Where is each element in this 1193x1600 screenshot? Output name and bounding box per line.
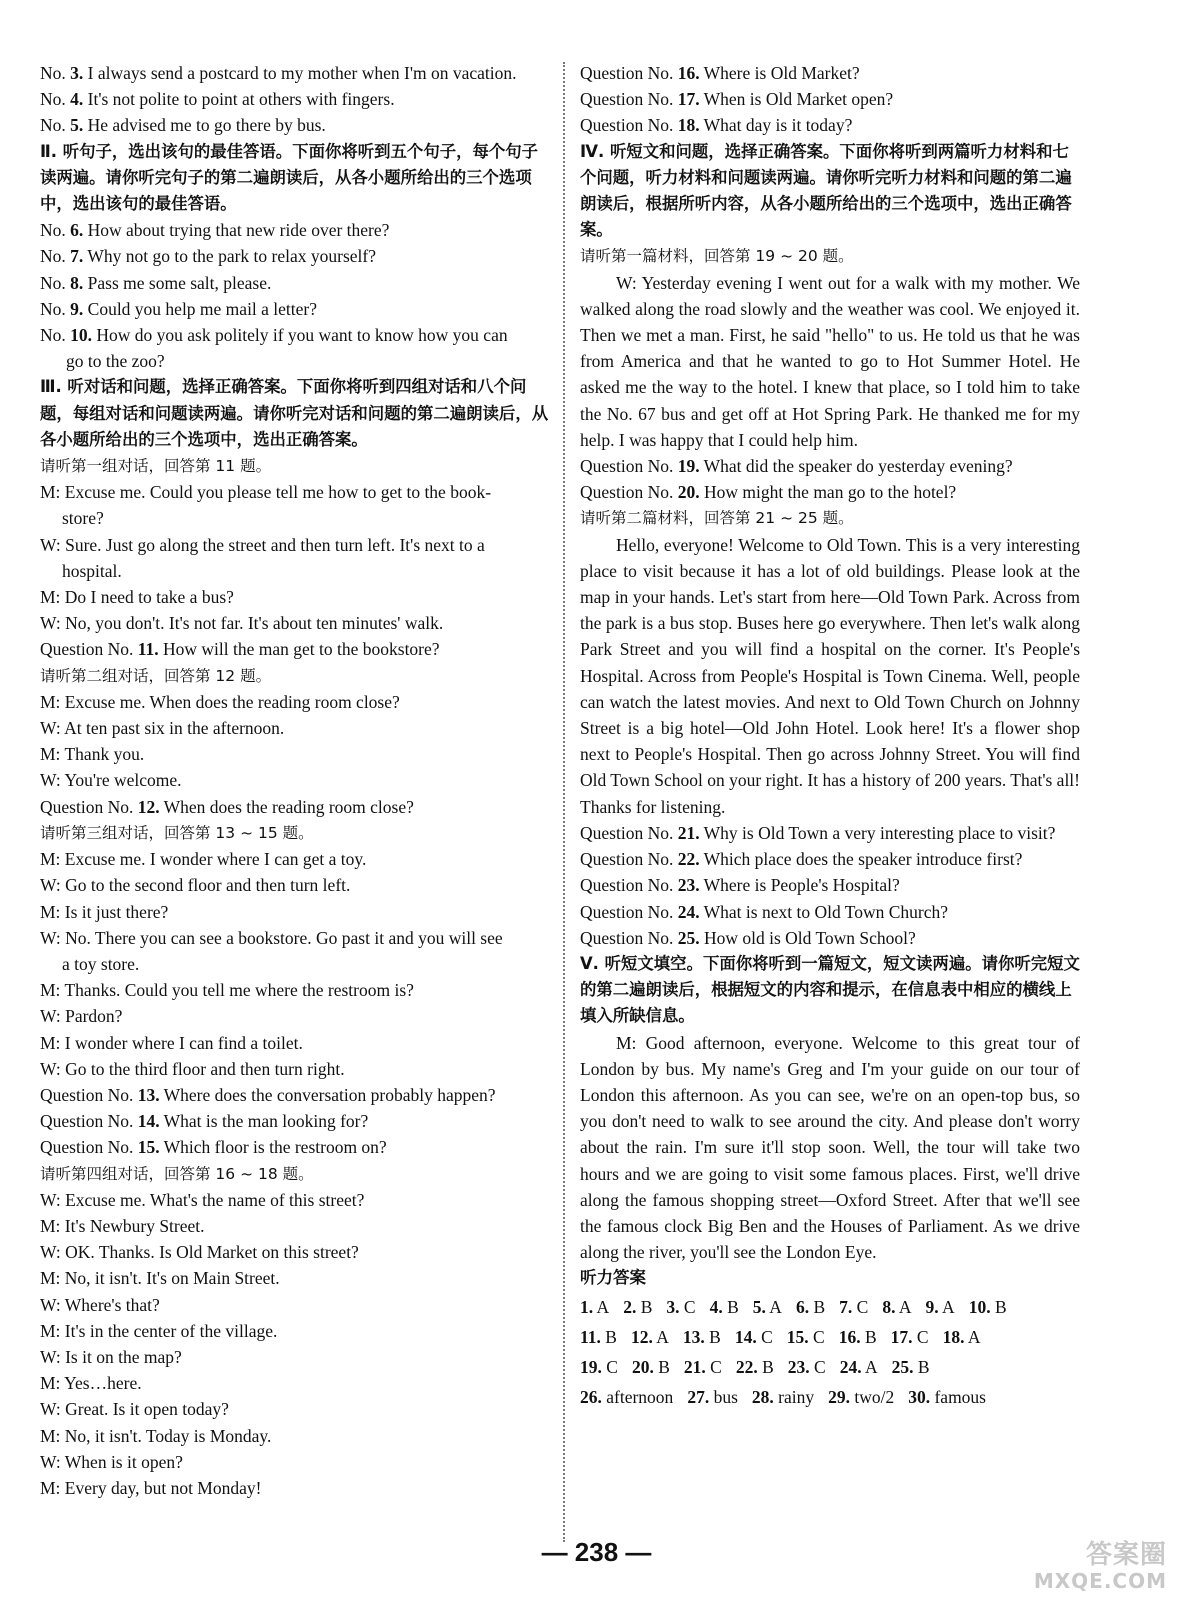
answer-value: B [813,1296,826,1317]
page-number: — 238 — [541,1537,652,1567]
question-prefix: No. [40,220,71,241]
question-text: How will the man get to the bookstore? [158,639,440,660]
answer-item [839,1292,868,1322]
answer-item [796,1292,825,1322]
right-column-body [580,60,1080,1265]
transcript-line: W: Go to the second floor and then turn left. [40,875,351,896]
transcript-line: W: At ten past six in the afternoon. [40,718,285,739]
question-text: I always send a postcard to my mother when I'm on vacation. [83,63,517,83]
question-prefix: Question No. [40,1084,138,1105]
question-prefix: Question No. [580,927,678,948]
question-prefix: No. [40,89,71,110]
section-heading: Ⅳ. 听短文和问题，选择正确答案。下面你将听到两篇听力材料和七个问题，听力材料和问题读两遍。请你听完听力材料和问题的第二遍朗读后，根据所听内容，从各小题所给出的三个选项中，选出正确答案。 [580,141,1072,240]
answer-item [666,1292,695,1322]
answer-number: 24. [839,1356,862,1377]
answer-number: 11. [580,1326,601,1347]
answer-item [632,1352,670,1382]
question-line [40,322,550,348]
answer-value: B [640,1296,653,1317]
answer-value: afternoon [606,1386,674,1407]
sub-instruction: 请听第一组对话，回答第 11 题。 [40,457,272,476]
question-line [40,270,550,296]
transcript-line: M: Thanks. Could you tell me where the restroom is? [40,980,414,1001]
answer-value: B [658,1356,670,1377]
transcript-line: go to the zoo? [66,351,165,372]
answer-key [580,1292,1080,1412]
answer-value: B [605,1326,617,1347]
question-prefix: Question No. [580,849,678,870]
answer-value: C [814,1356,826,1377]
answer-item [969,1292,1007,1322]
answer-number: 1. [580,1296,594,1317]
transcript-line: M: Every day, but not Monday! [40,1477,262,1498]
answer-item [580,1292,609,1322]
answer-number: 28. [751,1386,774,1407]
answer-number: 18. [942,1326,965,1347]
answer-value: B [994,1296,1007,1317]
transcript-line: M: No, it isn't. Today is Monday. [40,1425,272,1446]
answer-value: C [856,1296,869,1317]
question-prefix: Question No. [40,796,138,817]
answer-number: 16. [838,1326,861,1347]
sub-instruction: 请听第二组对话，回答第 12 题。 [40,666,272,685]
question-prefix: No. [40,325,71,346]
question-number: 3. [70,63,84,83]
answer-item [687,1382,738,1412]
answer-item [943,1322,981,1352]
answer-item [892,1352,930,1382]
transcript-line: M: Excuse me. When does the reading room close? [40,691,400,712]
question-number: 12. [137,796,160,817]
question-prefix: Question No. [580,63,678,83]
question-text: What did the speaker do yesterday evening? [699,456,1013,477]
answer-number: 14. [734,1326,757,1347]
question-text: It's not polite to point at others with fingers. [83,89,395,110]
answer-item [926,1292,955,1322]
transcript-paragraph: Hello, everyone! Welcome to Old Town. This is a very interesting place to visit because it has a lot of old buildings. Please look at the map in your hands. Let's start from here—Old Town Park. Across from the park is a bus stop. Buses here go everywhere. Then let's walk along Park Street and you will find a hospital on the corner. It's People's Hospital. Across from People's Hospital is Town Cinema. Well, people can watch the latest movies. And next to Old Town Church on Johnny Street is a big hotel—Old John Hotel. Look here! It's a flower shop next to People's Hospital. Then go across Johnny Street. You will find Old Town School on your right. It has a history of 200 years. That's all! Thanks for listening. [580,534,1080,817]
question-number: 19. [677,456,700,477]
transcript-line: W: No, you don't. It's not far. It's about ten minutes' walk. [40,613,444,634]
question-text: What is the man looking for? [159,1111,369,1132]
transcript-line: W: Great. Is it open today? [40,1399,229,1420]
answer-value: A [656,1326,669,1347]
answer-item [684,1352,722,1382]
question-prefix: No. [40,246,71,267]
question-line [580,479,1080,505]
question-text: What day is it today? [699,115,853,136]
question-line [580,820,1080,846]
transcript-line: W: Go to the third floor and then turn right. [40,1058,345,1079]
answer-value: famous [934,1386,986,1407]
question-line [580,872,1080,898]
question-number: 11. [137,639,159,660]
transcript-line: W: No. There you can see a bookstore. Go past it and you will see [40,927,503,948]
transcript-paragraph: W: Yesterday evening I went out for a walk with my mother. We walked along the road slowly and the weather was cool. We enjoyed it. Then we met a man. First, he said "hello" to us. He told us that he was from America and that he wanted to go to Hot Summer Hotel. He asked me the way to the hotel. I knew that place, so I told him to take the No. 67 bus and get off at Hot Spring Park. He thanked me for my help. I was happy that I could help him. [580,272,1080,450]
transcript-line: M: Excuse me. Could you please tell me how to get to the book- [40,482,492,503]
sub-instruction: 请听第四组对话，回答第 16 ~ 18 题。 [40,1164,314,1183]
question-prefix: Question No. [580,89,678,110]
answer-number: 29. [828,1386,850,1407]
question-text: Pass me some salt, please. [83,272,272,293]
transcript-line: W: OK. Thanks. Is Old Market on this street? [40,1242,359,1263]
question-number: 17. [677,89,700,110]
question-text: Which floor is the restroom on? [159,1137,387,1158]
answer-number: 30. [908,1386,931,1407]
sub-instruction: 请听第三组对话，回答第 13 ~ 15 题。 [40,823,314,842]
answer-item [753,1292,782,1322]
question-line [40,1134,550,1160]
answer-value: A [864,1356,878,1377]
question-text: How old is Old Town School? [699,927,916,948]
answer-value: B [864,1326,877,1347]
answer-row [580,1382,1080,1412]
answer-item [631,1322,669,1352]
answer-number: 5. [752,1296,766,1317]
transcript-line: W: Excuse me. What's the name of this street? [40,1189,365,1210]
answer-number: 26. [580,1386,602,1407]
question-prefix: Question No. [40,1111,138,1132]
answer-item [891,1322,929,1352]
section-heading: Ⅴ. 听短文填空。下面你将听到一篇短文，短文读两遍。请你听完短文的第二遍朗读后，根据短文的内容和提示，在信息表中相应的横线上填入所缺信息。 [580,953,1080,1026]
answer-item [908,1382,986,1412]
question-number: 15. [137,1137,160,1158]
question-number: 16. [677,63,700,83]
answer-number: 3. [666,1296,680,1317]
answer-number: 19. [580,1356,602,1377]
question-line [580,846,1080,872]
answer-number: 7. [839,1296,853,1317]
transcript-line: M: Yes…here. [40,1373,142,1394]
question-text: Where is Old Market? [699,63,860,83]
transcript-line: M: Is it just there? [40,901,169,922]
question-text: Where does the conversation probably happen? [159,1084,496,1105]
question-prefix: Question No. [580,901,678,922]
answer-item [580,1382,673,1412]
question-text: How about trying that new ride over there? [83,220,390,241]
question-prefix: No. [40,115,71,136]
question-number: 7. [70,246,84,267]
transcript-line: M: No, it isn't. It's on Main Street. [40,1268,280,1289]
answer-item [683,1322,721,1352]
transcript-line: W: You're welcome. [40,770,182,791]
question-line [580,60,1080,86]
answer-value: A [596,1296,610,1317]
question-text: He advised me to go there by bus. [83,115,326,136]
answer-row [580,1322,1080,1352]
answer-value: C [813,1326,825,1347]
question-text: Why not go to the park to relax yourself? [83,246,376,267]
question-number: 13. [137,1084,160,1105]
transcript-line: W: When is it open? [40,1451,183,1472]
question-text: What is next to Old Town Church? [699,901,949,922]
question-text: When is Old Market open? [699,89,894,110]
answer-number: 23. [787,1356,810,1377]
question-text: Where is People's Hospital? [699,875,900,896]
answer-number: 8. [882,1296,896,1317]
transcript-line: a toy store. [62,953,140,974]
answer-number: 21. [683,1356,706,1377]
answer-value: C [606,1356,618,1377]
question-line [580,112,1080,138]
transcript-line: M: It's in the center of the village. [40,1320,278,1341]
answer-number: 6. [795,1296,810,1317]
answer-item [828,1382,894,1412]
transcript-line: store? [62,508,104,529]
question-line [40,217,550,243]
answer-number: 17. [890,1326,913,1347]
answer-item [580,1322,617,1352]
answer-value: C [916,1326,929,1347]
question-number: 20. [677,482,700,503]
answer-value: rainy [778,1386,815,1407]
answer-item [840,1352,878,1382]
section-heading: Ⅱ. 听句子，选出该句的最佳答语。下面你将听到五个句子，每个句子读两遍。请你听完句子的第二遍朗读后，从各小题所给出的三个选项中，选出该句的最佳答语。 [40,141,539,214]
question-number: 18. [677,115,700,136]
question-text: Which place does the speaker introduce first? [699,849,1023,870]
sub-instruction: 请听第一篇材料，回答第 19 ~ 20 题。 [580,247,854,266]
answer-value: B [917,1356,930,1377]
question-line [580,899,1080,925]
question-number: 24. [677,901,700,922]
right-column [580,60,1080,1412]
transcript-line: W: Pardon? [40,1006,123,1027]
question-prefix: No. [40,63,71,83]
answer-number: 4. [709,1296,723,1317]
question-line [580,86,1080,112]
question-line [580,925,1080,951]
answer-number: 9. [925,1296,939,1317]
question-number: 22. [677,849,700,870]
sub-instruction: 请听第二篇材料，回答第 21 ~ 25 题。 [580,509,854,528]
question-number: 5. [70,115,84,136]
transcript-line: W: Where's that? [40,1294,160,1315]
question-number: 6. [70,220,84,241]
transcript-line: hospital. [62,560,122,581]
question-number: 8. [70,272,84,293]
question-line [580,453,1080,479]
question-line [40,86,550,112]
question-text: Why is Old Town a very interesting place to visit? [699,822,1056,843]
answer-number: 13. [682,1326,705,1347]
question-prefix: Question No. [40,1137,138,1158]
question-number: 10. [70,325,93,346]
answer-value: C [761,1326,773,1347]
answer-value: A [942,1296,955,1317]
answer-number: 12. [630,1326,653,1347]
question-line [40,296,550,322]
question-prefix: Question No. [40,639,138,660]
answer-value: bus [713,1386,738,1407]
answer-value: two/2 [854,1386,895,1407]
transcript-line: M: Do I need to take a bus? [40,587,234,608]
question-line [40,243,550,269]
answer-number: 15. [786,1326,809,1347]
transcript-line: M: I wonder where I can find a toilet. [40,1032,303,1053]
section-heading: Ⅲ. 听对话和问题，选择正确答案。下面你将听到四组对话和八个问题，每组对话和问题读两遍。请你听完对话和问题的第二遍朗读后，从各小题所给出的三个选项中，选出正确答案。 [40,377,549,449]
answer-item [752,1382,814,1412]
question-line [40,60,550,86]
answer-item [839,1322,877,1352]
question-number: 4. [70,89,84,110]
question-text: How do you ask politely if you want to know how you can [92,325,508,346]
answer-item [710,1292,739,1322]
question-number: 25. [677,927,700,948]
question-text: When does the reading room close? [159,796,414,817]
answer-item [882,1292,911,1322]
answer-value: C [683,1296,696,1317]
question-prefix: No. [40,298,71,319]
question-line [40,1082,550,1108]
answer-number: 27. [687,1386,710,1407]
answer-number: 2. [623,1296,637,1317]
watermark-top: 答案圈 [1085,1540,1167,1570]
answer-value: A [769,1296,782,1317]
question-prefix: Question No. [580,115,678,136]
answer-item [580,1352,618,1382]
answer-value: B [762,1356,774,1377]
transcript-line: W: Sure. Just go along the street and then turn left. It's next to a [40,534,485,555]
question-number: 21. [677,822,700,843]
answer-value: B [727,1296,739,1317]
question-line [40,112,550,138]
transcript-line: W: Is it on the map? [40,1346,182,1367]
question-number: 23. [677,875,700,896]
answer-value: A [967,1326,981,1347]
answer-number: 25. [891,1356,914,1377]
answer-item [788,1352,826,1382]
answer-value: B [709,1326,721,1347]
question-prefix: Question No. [580,456,678,477]
answers-title: 听力答案 [580,1268,646,1288]
transcript-line: M: It's Newbury Street. [40,1215,205,1236]
column-divider [563,62,565,1542]
watermark-bottom: MXQE.COM [1033,1569,1167,1593]
answer-item [623,1292,652,1322]
question-line [40,636,550,662]
question-prefix: Question No. [580,875,678,896]
question-number: 14. [137,1111,160,1132]
answer-item [735,1322,773,1352]
answer-row [580,1352,1080,1382]
answer-number: 20. [631,1356,654,1377]
watermark-logo [1034,1542,1167,1594]
left-column [40,60,550,1501]
answer-number: 10. [968,1296,991,1317]
transcript-line: M: Thank you. [40,744,145,765]
question-prefix: Question No. [580,822,678,843]
question-text: How might the man go to the hotel? [699,482,957,503]
answer-value: C [710,1356,722,1377]
answer-value: A [898,1296,912,1317]
answer-row [580,1292,1080,1322]
answer-number: 22. [735,1356,758,1377]
question-line [40,1108,550,1134]
question-text: Could you help me mail a letter? [83,298,318,319]
question-prefix: Question No. [580,482,678,503]
transcript-line: M: Excuse me. I wonder where I can get a toy. [40,849,367,870]
answer-item [736,1352,774,1382]
transcript-paragraph: M: Good afternoon, everyone. Welcome to this great tour of London by bus. My name's Greg and I'm your guide on our tour of London this afternoon. As you can see, we're on an open-top bus, so you don't need to walk to see around the city. And please don't worry about the rain. I'm sure it'll stop soon. Well, the tour will take two hours and we are going to visit some famous places. First, we'll drive along the famous shopping street—Oxford Street. After that we'll see the famous clock Big Ben and the Houses of Parliament. As we drive along the river, you'll see the London Eye. [580,1032,1080,1263]
question-prefix: No. [40,272,71,293]
question-line [40,794,550,820]
answer-item [787,1322,825,1352]
question-number: 9. [70,298,84,319]
